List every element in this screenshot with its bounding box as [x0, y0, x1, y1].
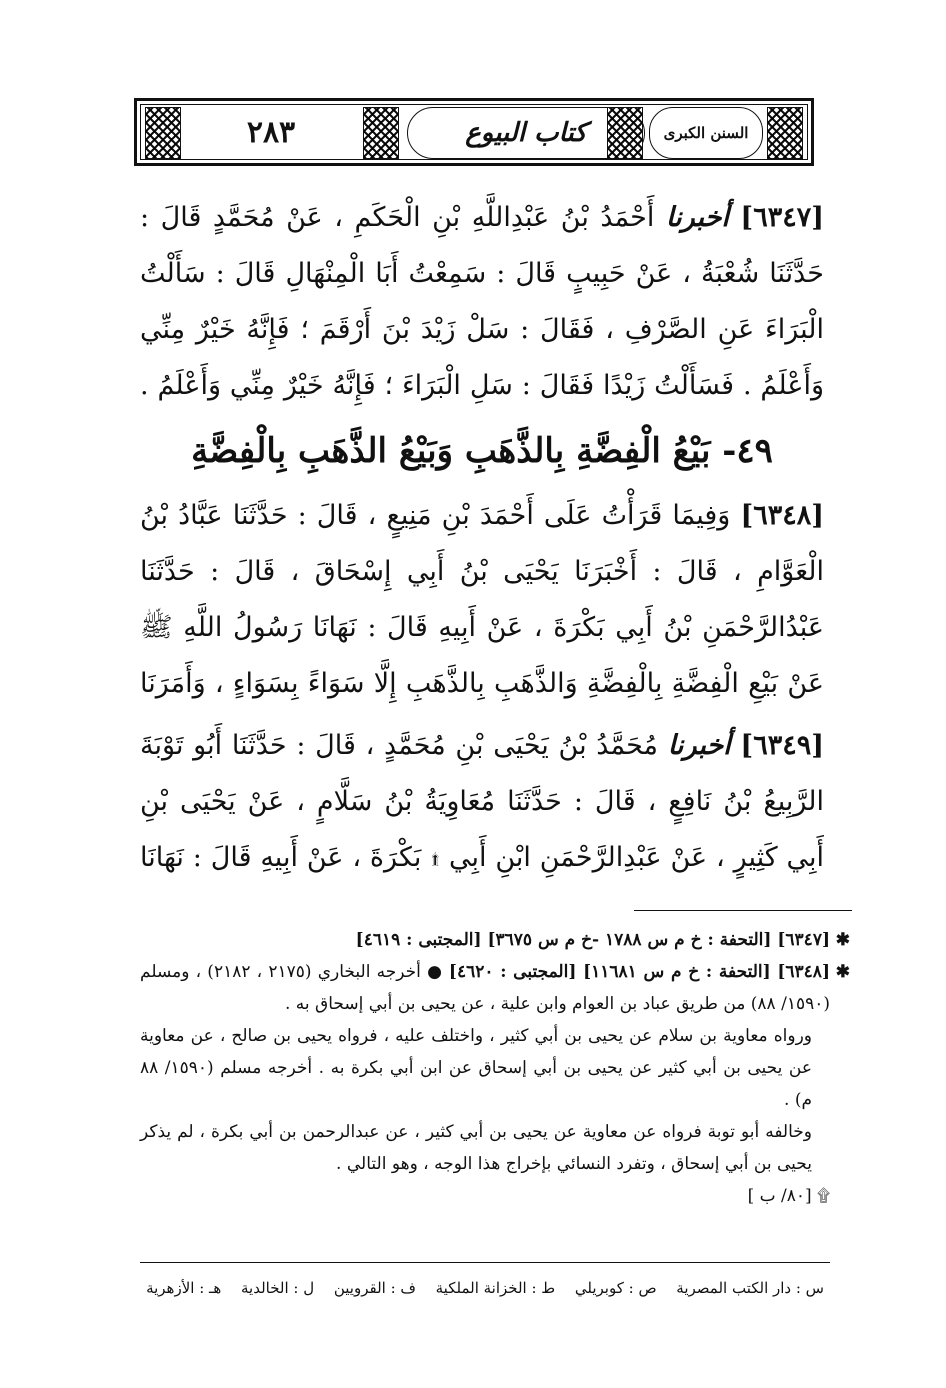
- ornament-icon: [767, 107, 803, 159]
- legend-item: ف : القرويين: [333, 1279, 416, 1297]
- footnote-divider: [634, 910, 852, 911]
- asterisk-icon: ✱: [835, 930, 850, 950]
- main-text: [140, 190, 824, 886]
- legend-item: ص : كوبريلي: [574, 1279, 657, 1297]
- hadith-lead: أخبرنا: [667, 730, 731, 761]
- legend-item: هـ : الأزهرية: [146, 1279, 222, 1297]
- manuscript-marker: ۩ [٨٠/ ب ]: [747, 1186, 830, 1206]
- hadith-text: أَحْمَدُ بْنُ عَبْدِاللَّهِ بْنِ الْحَكَمِ ، عَنْ مُحَمَّدٍ قَالَ : حَدَّثَنَا شُعْبَةُ ، عَنْ حَبِيبٍ قَالَ : سَمِعْتُ أَبَا الْمِنْهَالِ قَالَ : سَأَلْتُ الْبَرَاءَ عَنِ الصَّرْفِ ، فَقَالَ : سَلْ زَيْدَ بْنَ أَرْقَمَ ؛ فَإِنَّهُ خَيْرٌ مِنِّي وَأَعْلَمُ . فَسَأَلْتُ زَيْدًا فَقَالَ : سَلِ الْبَرَاءَ ؛ فَإِنَّهُ خَيْرٌ مِنِّي وَأَعْلَمُ .: [140, 202, 824, 401]
- footnote-paragraph: ورواه معاوية بن سلام عن يحيى بن أبي كثير ، واختلف عليه ، فرواه يحيى بن صالح ، عن معاوية عن يحيى بن أبي كثير عن يحيى بن أبي إسحاق عن ابن أبي بكرة به . أخرجه مسلم (١٥٩٠/ ٨٨ م) .: [140, 1026, 812, 1110]
- legend-item: س : دار الكتب المصرية: [676, 1279, 824, 1297]
- hadith-number: [٦٣٤٩]: [740, 730, 824, 761]
- page-header: [134, 98, 814, 166]
- ornament-icon: [363, 107, 399, 159]
- footnote-6348: [140, 956, 850, 1020]
- hadith-6347: [140, 190, 824, 414]
- footnote-6347: [140, 924, 850, 956]
- book-title: كتاب البيوع: [407, 107, 645, 159]
- hadith-6349: [140, 718, 824, 886]
- book-emblem-logo: السنن الكبرى: [649, 107, 763, 159]
- asterisk-icon: ✱: [835, 962, 850, 982]
- ornament-icon: [607, 107, 643, 159]
- chapter-heading: ٤٩- بَيْعُ الْفِضَّةِ بِالذَّهَبِ وَبَيْعُ الذَّهَبِ بِالْفِضَّةِ: [191, 431, 773, 471]
- hadith-number: [٦٣٤٧]: [740, 202, 824, 233]
- legend-divider: [140, 1262, 830, 1263]
- hadith-number: [٦٣٤٨]: [740, 500, 824, 531]
- footnote-paragraph: وخالفه أبو توبة فرواه عن معاوية عن يحيى بن أبي كثير ، عن عبدالرحمن بن أبي بكرة ، لم يذكر يحيى بن أبي إسحاق ، وتفرد النسائي بإخراج هذا الوجه ، وهو التالي .: [140, 1122, 812, 1174]
- hadith-text: وَفِيمَا قَرَأْتُ عَلَى أَحْمَدَ بْنِ مَنِيعٍ ، قَالَ : حَدَّثَنَا عَبَّادُ بْنُ الْعَوَّامِ ، قَالَ : أَخْبَرَنَا يَحْيَى بْنُ أَبِي إِسْحَاقَ ، قَالَ : حَدَّثَنَا عَبْدُالرَّحْمَنِ بْنُ أَبِي بَكْرَةَ ، عَنْ أَبِيهِ قَالَ : نَهَانَا رَسُولُ اللَّهِ ﷺ عَنْ بَيْعِ الْفِضَّةِ بِالْفِضَّةِ وَالذَّهَبِ بِالذَّهَبِ إِلَّا سَوَاءً بِسَوَاءٍ ، وَأَمَرَنَا: [140, 500, 824, 699]
- footnote-text: ● أخرجه البخاري (٢١٧٥ ، ٢١٨٢) ، ومسلم (١٥٩٠/ ٨٨) من طريق عباد بن العوام وابن علية ، عن يحيى بن أبي إسحاق به .: [140, 962, 830, 1014]
- footnote-ref: [٦٣٤٧] [التحفة : خ م س ١٧٨٨ -خ م س ٣٦٧٥] [المجتبى : ٤٦١٩]: [355, 930, 830, 950]
- footnote-ref: [٦٣٤٨] [التحفة : خ م س ١١٦٨١] [المجتبى : ٤٦٢٠]: [448, 962, 830, 982]
- page-number: ٢٨٣: [246, 114, 296, 150]
- legend-item: ط : الخزانة الملكية: [435, 1279, 556, 1297]
- hadith-lead: أخبرنا: [665, 202, 729, 233]
- legend-item: ل : الخالدية: [241, 1279, 315, 1297]
- footnotes: [140, 924, 850, 1212]
- ornament-icon: [145, 107, 181, 159]
- hadith-6348: [140, 488, 824, 712]
- hadith-text: مُحَمَّدُ بْنُ يَحْيَى بْنِ مُحَمَّدٍ ، قَالَ : حَدَّثَنَا أَبُو تَوْبَةَ الرَّبِيعُ بْنُ نَافِعٍ ، قَالَ : حَدَّثَنَا مُعَاوِيَةُ بْنُ سَلَّامٍ ، عَنْ يَحْيَى بْنِ أَبِي كَثِيرٍ ، عَنْ عَبْدِالرَّحْمَنِ ابْنِ أَبِي ۩ بَكْرَةَ ، عَنْ أَبِيهِ قَالَ : نَهَانَا: [140, 730, 824, 873]
- manuscript-legend: [140, 1268, 830, 1308]
